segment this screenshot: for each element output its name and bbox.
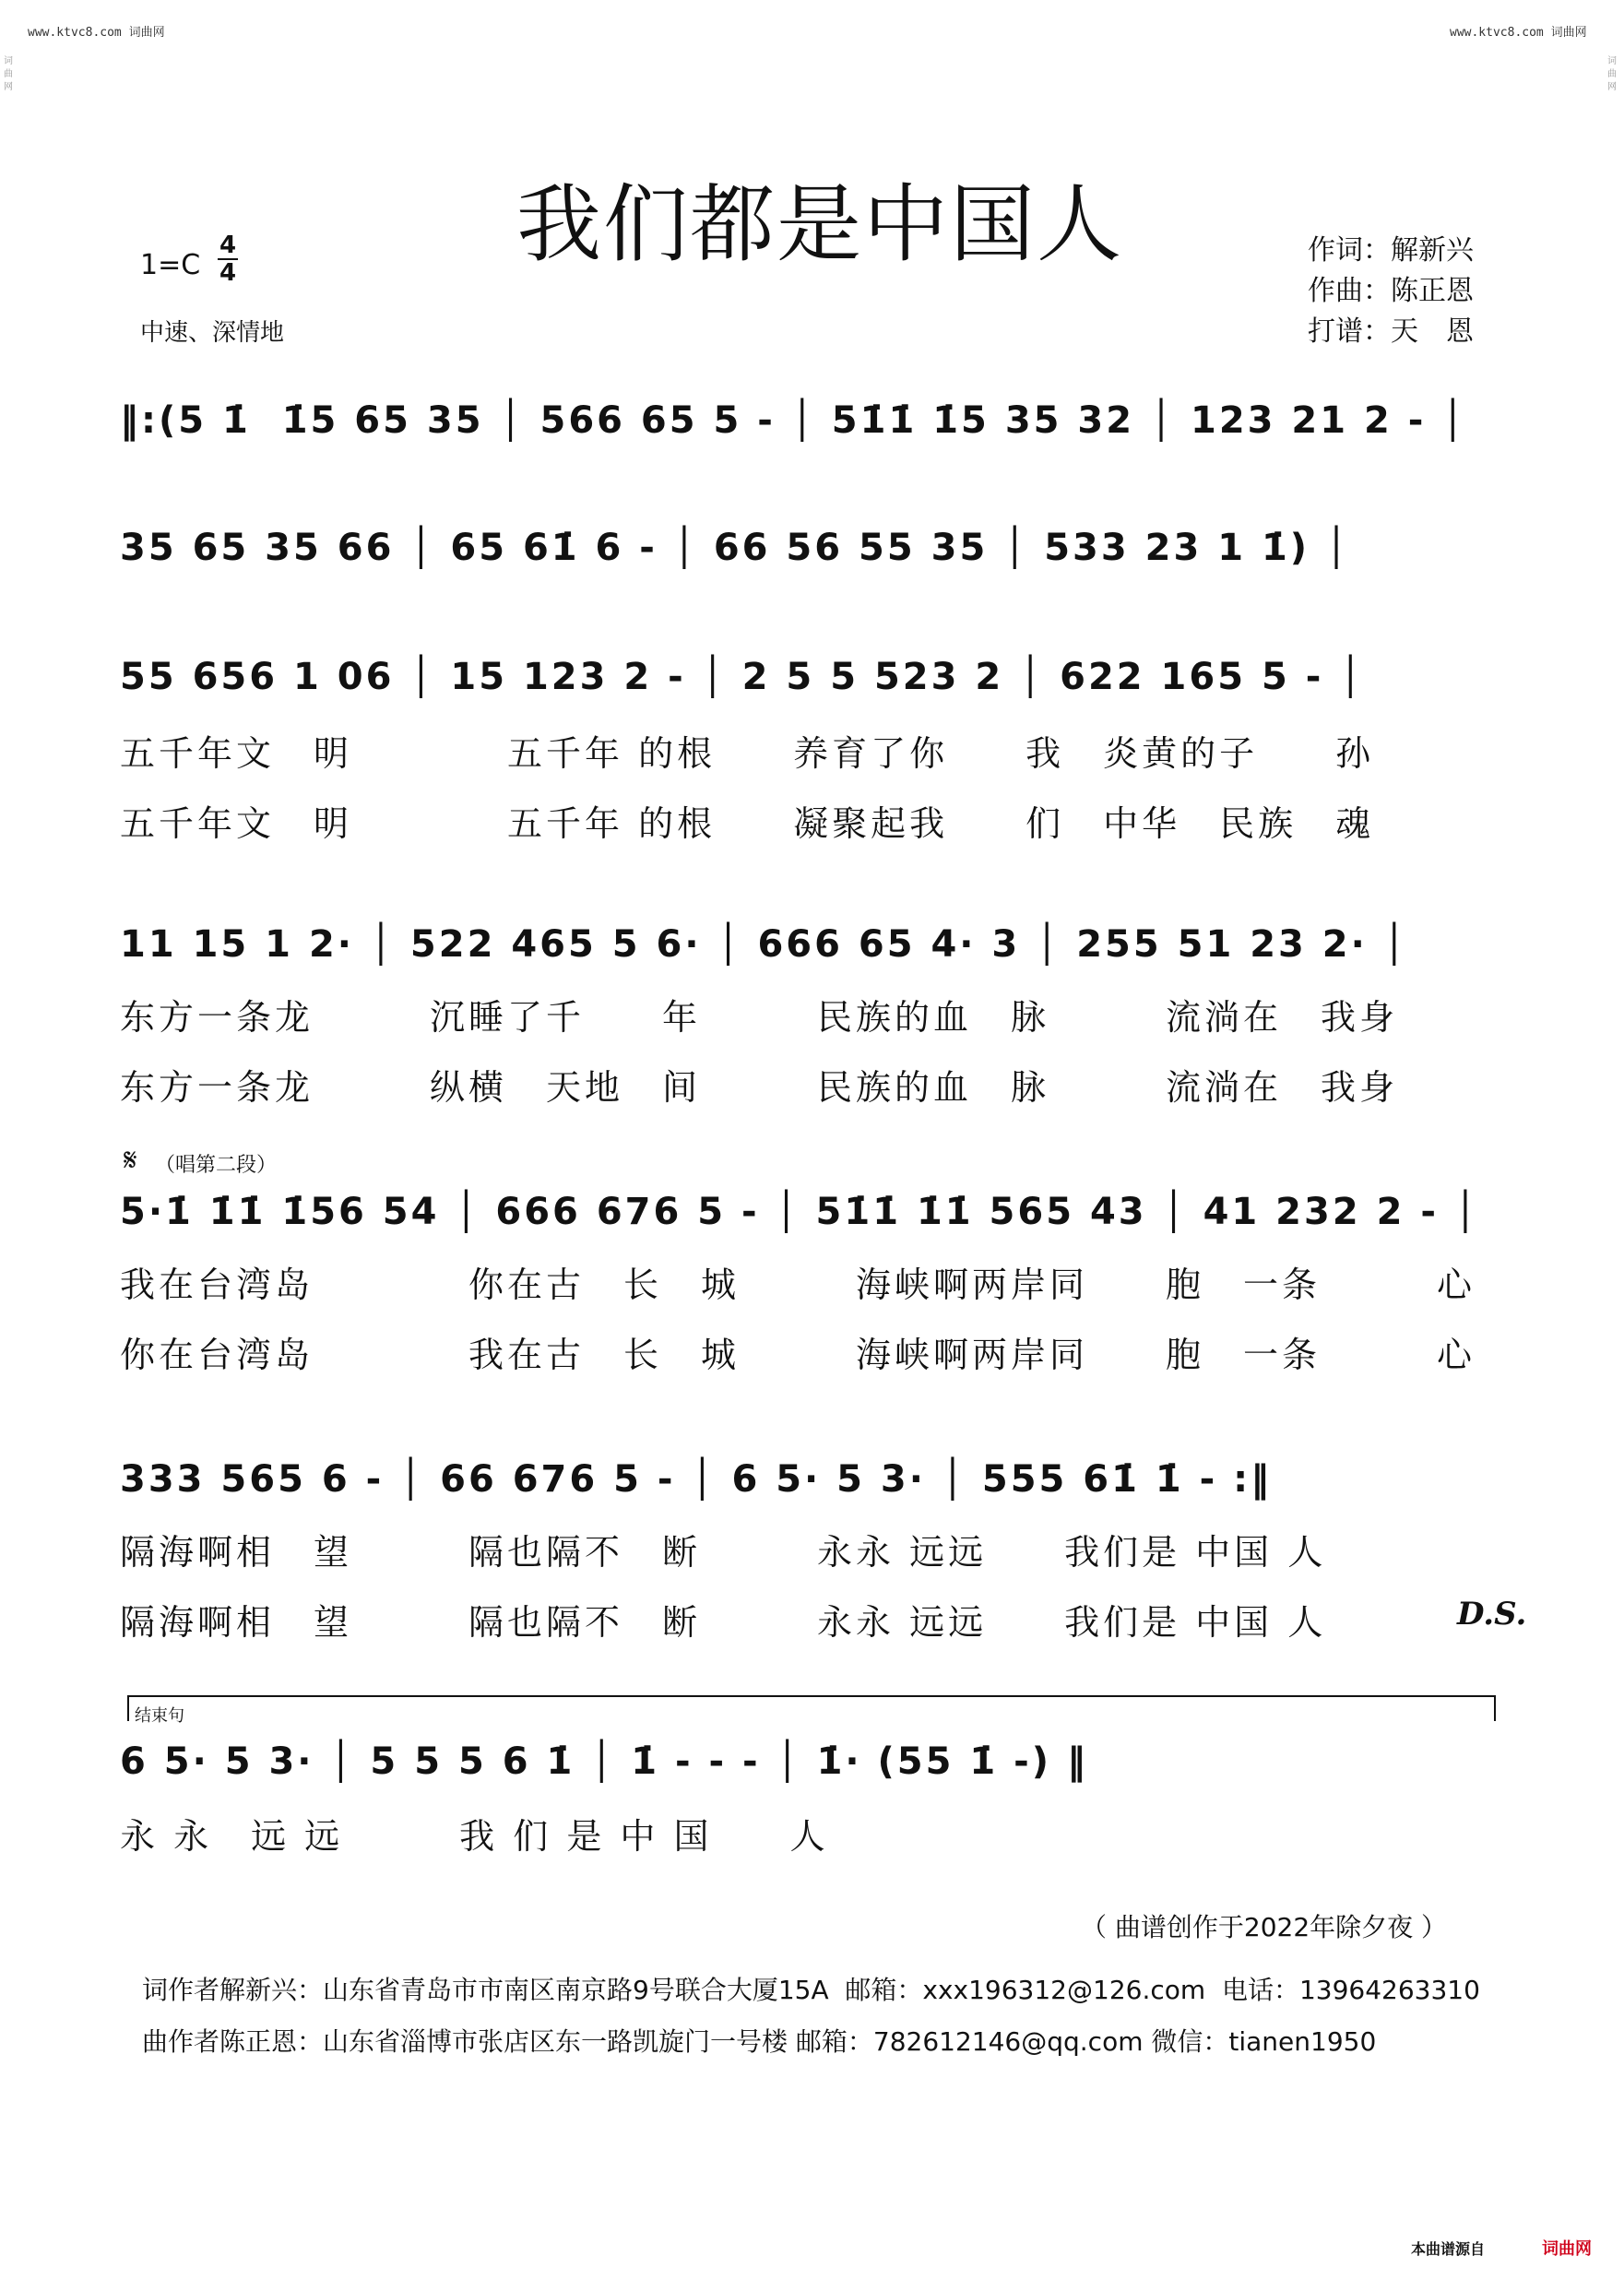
page-title: 我们都是中国人 — [516, 175, 1124, 274]
footer-site-link[interactable]: 词曲网 — [1542, 2239, 1592, 2259]
dal-segno-marking: D.S. — [1457, 1596, 1527, 1633]
music-row-4: 11 15 1 2· │ 522 465 5 6· │ 666 65 4· 3 │ 255 51 23 2· │ — [120, 923, 1408, 966]
lyric-row-5-verse-2: 你在台湾岛 我在古 长 城 海峡啊两岸同 胞 一条 心 — [120, 1335, 1476, 1375]
music-row-2: 35 65 35 66 │ 65 61̇ 6 - │ 66 56 55 35 │ 533 23 1 1̇) │ — [120, 527, 1351, 569]
key-signature: 1=C — [140, 249, 201, 281]
composer-credit: 作曲：陈正恩 — [1308, 275, 1474, 307]
footer-source: 本曲谱源自 — [1411, 2240, 1486, 2258]
lyric-row-6-verse-2: 隔海啊相 望 隔也隔不 断 永永 远远 我们是 中国 人 — [120, 1602, 1327, 1643]
segno-sign: 𝄋 — [124, 1142, 137, 1179]
time-bottom: 4 — [219, 259, 237, 287]
time-top: 4 — [219, 232, 237, 259]
lyric-row-4-verse-2: 东方一条龙 纵横 天地 间 民族的血 脉 流淌在 我身 — [120, 1067, 1399, 1108]
watermark-right: www.ktvc8.com 词曲网 — [1450, 26, 1587, 40]
creation-note: （ 曲谱创作于2022年除夕夜 ） — [1081, 1912, 1448, 1942]
ending-label: 结束句 — [135, 1706, 184, 1726]
lyric-row-5-verse-1: 我在台湾岛 你在古 长 城 海峡啊两岸同 胞 一条 心 — [120, 1265, 1476, 1305]
music-row-ending: 6 5· 5 3· │ 5 5 5 6 1̇ │ 1̇ - - - │ 1̇· (55 1̇ -) ‖ — [120, 1740, 1088, 1783]
music-row-1: ‖:(5 1̇ 1̇5 65 35 │ 566 65 5 - │ 51̇1̇ 1̇5 35 32 │ 123 21 2 - │ — [120, 399, 1467, 442]
time-signature — [218, 232, 238, 286]
lyricist-credit: 作词：解新兴 — [1308, 234, 1474, 267]
segno-label: （唱第二段） — [155, 1154, 278, 1177]
music-row-3: 55 656 1 06 │ 15 123 2 - │ 2 5 5 523 2 │ 622 165 5 - │ — [120, 656, 1365, 698]
composer-contact: 曲作者陈正恩：山东省淄博市张店区东一路凯旋门一号楼 邮箱：782612146@qq.com 微信：tianen1950 — [142, 2026, 1377, 2057]
lyric-row-3-verse-2: 五千年文 明 五千年 的根 凝聚起我 们 中华 民族 魂 — [120, 803, 1375, 844]
side-watermark-left: 词曲网 — [4, 56, 13, 92]
lyric-row-6-verse-1: 隔海啊相 望 隔也隔不 断 永永 远远 我们是 中国 人 — [120, 1532, 1327, 1573]
watermark-left: www.ktvc8.com 词曲网 — [28, 26, 165, 40]
music-row-6: 333 565 6 - │ 66 676 5 - │ 6 5· 5 3· │ 555 61̇ 1̇ - :‖ — [120, 1458, 1273, 1501]
tempo-marking: 中速、深情地 — [140, 319, 285, 347]
side-watermark-right: 词曲网 — [1607, 56, 1617, 92]
lyric-row-ending: 永 永 远 远 我 们 是 中 国 人 — [120, 1816, 829, 1857]
lyric-row-3-verse-1: 五千年文 明 五千年 的根 养育了你 我 炎黄的子 孙 — [120, 733, 1375, 774]
music-row-5: 5·1̇ 1̇1̇ 1̇56 54 │ 666 676 5 - │ 51̇1̇ 1̇1̇ 565 43 │ 41 232 2 - │ — [120, 1191, 1479, 1233]
lyric-row-4-verse-1: 东方一条龙 沉睡了千 年 民族的血 脉 流淌在 我身 — [120, 997, 1399, 1038]
lyricist-contact: 词作者解新兴：山东省青岛市市南区南京路9号联合大厦15A 邮箱：xxx196312@126.com 电话：13964263310 — [142, 1975, 1480, 2005]
ending-bracket — [127, 1695, 1496, 1721]
transcriber-credit: 打谱：天 恩 — [1308, 315, 1474, 348]
